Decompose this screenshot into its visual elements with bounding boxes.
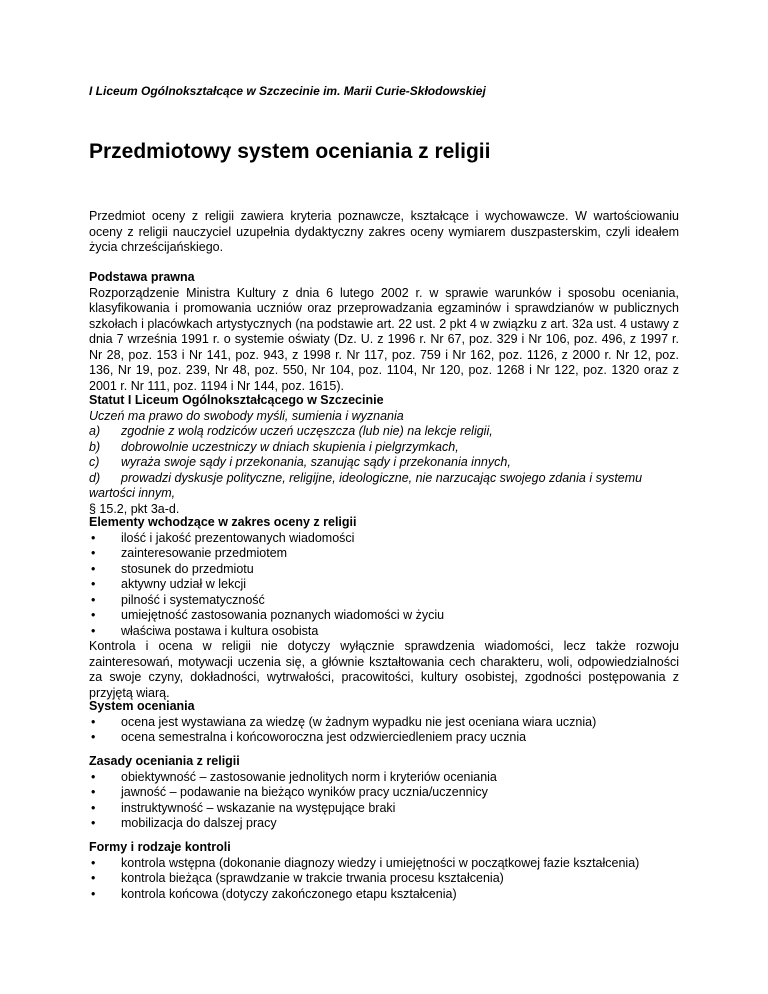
- list-item-text: aktywny udział w lekcji: [121, 577, 247, 591]
- statute-item-text: zgodnie z wolą rodziców uczeń uczęszcza (lub nie) na lekcje religii,: [121, 424, 493, 438]
- elements-section: [89, 515, 679, 701]
- statute-item-text: dobrowolnie uczestniczy w dniach skupienia i pielgrzymkach,: [121, 439, 459, 454]
- statute-item-text: wyraża swoje sądy i przekonania, szanując sądy i przekonania innych,: [121, 455, 511, 469]
- list-item: [89, 531, 679, 547]
- bullet-icon: •: [91, 714, 96, 729]
- bullet-icon: •: [91, 623, 96, 638]
- list-item-text: ilość i jakość prezentowanych wiadomości: [121, 530, 355, 545]
- list-item: [89, 730, 679, 746]
- list-item: [89, 801, 679, 817]
- list-item-text: ocena semestralna i końcoworoczna jest odzwierciedleniem pracy ucznia: [121, 730, 527, 744]
- list-item: [89, 871, 679, 887]
- list-item-text: kontrola wstępna (dokonanie diagnozy wiedzy i umiejętności w początkowej fazie kształcenia): [121, 855, 640, 870]
- statute-heading: Statut I Liceum Ogólnokształcącego w Szczecinie: [89, 393, 384, 407]
- bullet-icon: •: [91, 800, 96, 815]
- list-item: [89, 593, 679, 609]
- list-item: [89, 577, 679, 593]
- system-heading: System oceniania: [89, 699, 195, 713]
- list-item: [89, 715, 679, 731]
- list-item: [89, 562, 679, 578]
- control-heading: Formy i rodzaje kontroli: [89, 840, 231, 854]
- statute-item-d: [89, 471, 679, 487]
- bullet-icon: •: [91, 769, 96, 784]
- list-item-text: stosunek do przedmiotu: [121, 561, 254, 576]
- list-item: [89, 608, 679, 624]
- statute-letter: c): [89, 455, 100, 469]
- bullet-icon: •: [91, 561, 96, 576]
- page-title: Przedmiotowy system oceniania z religii: [89, 140, 491, 163]
- list-item-text: właściwa postawa i kultura osobista: [121, 623, 319, 638]
- statute-subheading: Uczeń ma prawo do swobody myśli, sumienia i wyznania: [89, 408, 404, 423]
- school-name: I Liceum Ogólnokształcące w Szczecinie im. Marii Curie-Skłodowskiej: [89, 84, 486, 98]
- statute-letter: b): [89, 439, 101, 454]
- statute-section: [89, 393, 679, 517]
- legal-heading: Podstawa prawna: [89, 270, 195, 284]
- statute-item-b: [89, 440, 679, 456]
- list-item-text: obiektywność – zastosowanie jednolitych norm i kryteriów oceniania: [121, 769, 497, 784]
- list-item-text: umiejętność zastosowania poznanych wiadomości w życiu: [121, 608, 445, 622]
- statute-item-a: [89, 424, 679, 440]
- bullet-icon: •: [91, 816, 96, 830]
- list-item-text: mobilizacja do dalszej pracy: [121, 816, 277, 830]
- statute-letter: d): [89, 470, 101, 485]
- list-item-text: instruktywność – wskazanie na występujące braki: [121, 800, 396, 815]
- list-item-text: jawność – podawanie na bieżąco wyników pracy ucznia/uczennicy: [121, 785, 488, 799]
- legal-section: [89, 270, 679, 394]
- bullet-icon: •: [91, 530, 96, 545]
- bullet-icon: •: [91, 546, 96, 560]
- list-item: [89, 546, 679, 562]
- bullet-icon: •: [91, 886, 96, 901]
- intro-paragraph: Przedmiot oceny z religii zawiera kryteria poznawcze, kształcące i wychowawcze. W wartościowaniu oceny z religii nauczyciel uzupełnia dydaktyczny zakres oceny wymiarem duszpasterskim, czyli ideałem życia chrześcijańskiego.: [89, 209, 679, 254]
- elements-heading: Elementy wchodzące w zakres oceny z religii: [89, 515, 357, 529]
- bullet-icon: •: [91, 608, 96, 622]
- control-section: [89, 840, 679, 902]
- statute-reference: § 15.2, pkt 3a-d.: [89, 501, 180, 516]
- list-item: [89, 770, 679, 786]
- list-item: [89, 816, 679, 832]
- bullet-icon: •: [91, 871, 96, 885]
- list-item-text: kontrola bieżąca (sprawdzanie w trakcie trwania procesu kształcenia): [121, 871, 504, 885]
- statute-item-text: prowadzi dyskusje polityczne, religijne, ideologiczne, nie narzucając swojego zdania i systemu: [121, 470, 643, 485]
- list-item-text: pilność i systematyczność: [121, 592, 265, 607]
- rules-heading: Zasady oceniania z religii: [89, 754, 240, 768]
- list-item-text: zainteresowanie przedmiotem: [121, 546, 288, 560]
- list-item: [89, 856, 679, 872]
- bullet-icon: •: [91, 730, 96, 744]
- list-item: [89, 785, 679, 801]
- bullet-icon: •: [91, 577, 96, 591]
- list-item-text: kontrola końcowa (dotyczy zakończonego etapu kształcenia): [121, 886, 457, 901]
- statute-item-c: [89, 455, 679, 471]
- statute-item-d-continuation: wartości innym,: [89, 486, 176, 500]
- bullet-icon: •: [91, 785, 96, 799]
- list-item-text: ocena jest wystawiana za wiedzę (w żadnym wypadku nie jest oceniana wiara ucznia): [121, 714, 597, 729]
- statute-letter: a): [89, 424, 101, 438]
- legal-text: Rozporządzenie Ministra Kultury z dnia 6 lutego 2002 r. w sprawie warunków i sposobu oceniania, klasyfikowania i promowania uczniów oraz przeprowadzania egzaminów i sprawdzianów w publicznych szkołach i placówkach artystycznych (na podstawie art. 22 ust. 2 pkt 4 w związku z art. 32a ust. 4 ustawy z dnia 7 września 1991 r. o systemie oświaty (Dz. U. z 1996 r. Nr 67, poz. 329 i Nr 106, poz. 496, z 1997 r. Nr 28, poz. 153 i Nr 141, poz. 943, z 1998 r. Nr 117, poz. 759 i Nr 162, poz. 1126, z 2000 r. Nr 12, poz. 136, Nr 19, poz. 239, Nr 48, poz. 550, Nr 104, poz. 1104, Nr 120, poz. 1268 i Nr 122, poz. 1320 oraz z 2001 r. Nr 111, poz. 1194 i Nr 144, poz. 1615).: [89, 285, 679, 393]
- system-section: [89, 699, 679, 746]
- elements-paragraph: Kontrola i ocena w religii nie dotyczy wyłącznie sprawdzenia wiadomości, lecz także rozwoju zainteresowań, motywacji uczenia się, a głównie kształtowania cech charakteru, woli, odpowiedzialności za swoje czyny, dokładności, wytrwałości, pracowitości, kultury osobistej, zgodności postępowania z przyjętą wiarą.: [89, 639, 679, 700]
- bullet-icon: •: [91, 592, 96, 607]
- bullet-icon: •: [91, 855, 96, 870]
- rules-section: [89, 754, 679, 832]
- list-item: [89, 624, 679, 640]
- list-item: [89, 887, 679, 903]
